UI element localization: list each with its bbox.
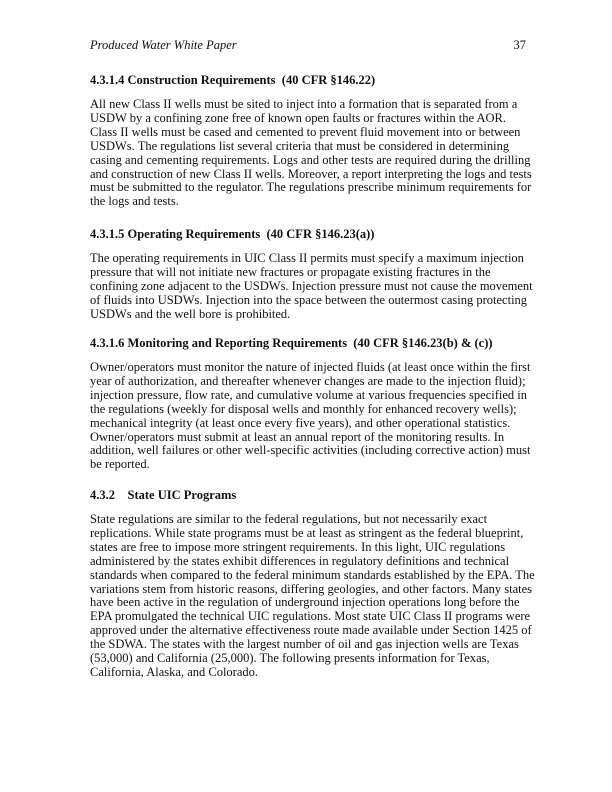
paragraph-line: pressure that will not initiate new fractures or propagate existing fractures in the <box>90 264 491 279</box>
paragraph-line: USDWs and the well bore is prohibited. <box>90 306 291 321</box>
paragraph-line: The operating requirements in UIC Class II permits must specify a maximum injection <box>90 251 524 265</box>
paragraph-line: standards when compared to the federal minimum standards established by the EPA. The <box>90 567 535 582</box>
running-header-title: Produced Water White Paper <box>90 38 237 52</box>
paragraph-line: California, Alaska, and Colorado. <box>90 664 259 679</box>
section-heading: 4.3.2 State UIC Programs <box>90 488 237 502</box>
section-heading: 4.3.1.4 Construction Requirements (40 CFR §146.22) <box>90 73 376 87</box>
paragraph-line: the SDWA. The states with the largest number of oil and gas injection wells are Texas <box>90 637 519 652</box>
paragraph-line: administered by the states exhibit differences in regulatory definitions and technical <box>90 553 510 568</box>
section-paragraph <box>90 513 535 680</box>
paragraph-line: replications. While state programs must be at least as stringent as the federal blueprint, <box>90 525 524 540</box>
paragraph-line: casing and cementing requirements. Logs and other tests are required during the drilling <box>90 152 531 167</box>
paragraph-line: injection pressure, flow rate, and cumulative volume at various frequencies specified in <box>90 387 527 402</box>
paragraph-line: approved under the alternative effectiveness route made available under Section 1425 of <box>90 623 532 638</box>
paragraph-line: addition, well failures or other well-specific activities (including corrective action) must <box>90 443 531 458</box>
paragraph-line: USDWs. The regulations list several criteria that must be considered in determining <box>90 138 510 153</box>
paragraph-line: Owner/operators must monitor the nature of injected fluids (at least once within the first <box>90 360 531 374</box>
section-heading: 4.3.1.6 Monitoring and Reporting Requirements (40 CFR §146.23(b) & (c)) <box>90 336 493 350</box>
section-paragraph <box>90 361 531 472</box>
paragraph-line: the regulations (weekly for disposal wells and monthly for enhanced recovery wells); <box>90 401 517 416</box>
paragraph-line: confining zone adjacent to the USDWs. Injection pressure must not cause the movement <box>90 278 533 293</box>
paragraph-line: Class II wells must be cased and cemented to prevent fluid movement into or between <box>90 124 521 139</box>
paragraph-line: variations stem from historic reasons, differing geologies, and other factors. Many states <box>90 581 533 596</box>
paragraph-line: year of authorization, and thereafter whenever changes are made to the injection fluid); <box>90 373 526 388</box>
section-paragraph <box>90 252 533 322</box>
paragraph-line: states are free to impose more stringent requirements. In this light, UIC regulations <box>90 539 506 554</box>
paragraph-line: be reported. <box>90 457 150 472</box>
section-paragraph <box>90 98 532 209</box>
paragraph-line: must be submitted to the regulator. The regulations prescribe minimum requirements for <box>90 180 532 195</box>
paragraph-line: of fluids into USDWs. Injection into the space between the outermost casing protecting <box>90 292 528 307</box>
paragraph-line: Owner/operators must submit at least an annual report of the monitoring results. In <box>90 429 505 444</box>
paragraph-line: USDW by a confining zone free of known open faults or fractures within the AOR. <box>90 110 506 125</box>
paragraph-line: State regulations are similar to the federal regulations, but not necessarily exact <box>90 512 488 526</box>
paragraph-line: the logs and tests. <box>90 194 179 209</box>
paragraph-line: and construction of new Class II wells. Moreover, a report interpreting the logs and tests <box>90 166 532 181</box>
paragraph-line: mechanical integrity (at least once every five years), and other operational statistics. <box>90 415 511 430</box>
section-heading: 4.3.1.5 Operating Requirements (40 CFR §146.23(a)) <box>90 227 375 241</box>
paragraph-line: EPA promulgated the technical UIC regulations. Most state UIC Class II programs were <box>90 609 531 624</box>
paragraph-line: All new Class II wells must be sited to inject into a formation that is separated from a <box>90 97 518 111</box>
paragraph-line: (53,000) and California (25,000). The following presents information for Texas, <box>90 651 490 666</box>
page-number: 37 <box>513 38 526 52</box>
paragraph-line: have been active in the regulation of underground injection operations long before the <box>90 595 520 610</box>
